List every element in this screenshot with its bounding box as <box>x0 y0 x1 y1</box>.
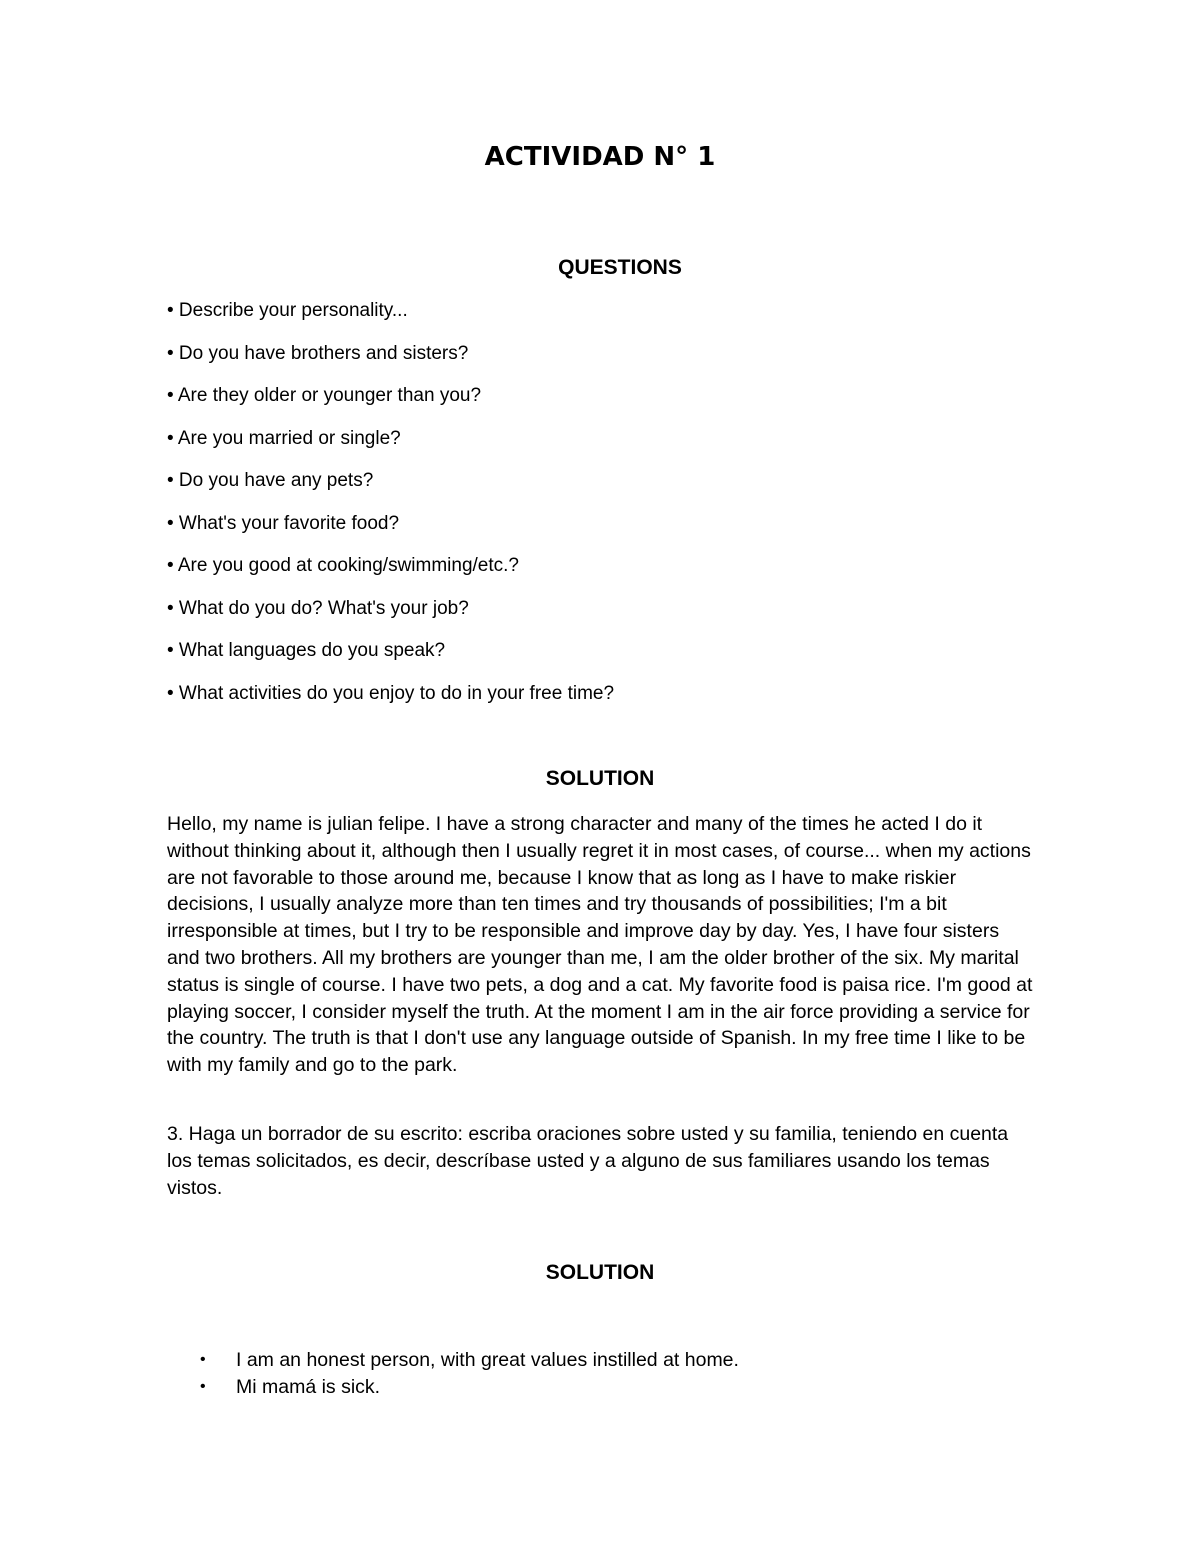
solution-heading-second: SOLUTION <box>545 1261 655 1284</box>
list-item <box>196 1374 739 1401</box>
bullet-icon: • <box>200 1377 206 1395</box>
solution-bullet-list <box>196 1347 739 1400</box>
question-item: • Do you have any pets? <box>167 470 374 491</box>
question-item: • Are they older or younger than you? <box>167 385 482 406</box>
questions-heading: QUESTIONS <box>558 256 682 279</box>
instruction-paragraph: 3. Haga un borrador de su escrito: escriba oraciones sobre usted y su familia, teniendo en cuenta los temas solicitados, es decir, descríbase usted y a alguno de sus familiares usando los temas vistos. <box>167 1123 1009 1199</box>
question-item: • Describe your personality... <box>167 300 408 321</box>
list-item-text: Mi mamá is sick. <box>236 1375 381 1398</box>
question-item: • Are you married or single? <box>167 427 401 449</box>
question-item: • What's your favorite food? <box>167 512 400 534</box>
solution-heading: SOLUTION <box>545 767 655 790</box>
question-item: • What languages do you speak? <box>167 640 446 661</box>
solution-paragraph: Hello, my name is julian felipe. I have a strong character and many of the times he acted I do it without thinking about it, although then I usually regret it in most cases, of course... when my actions are not favorable to those around me, because I know that as long as I have to make riskier decisions, I usually analyze more than ten times and try thousands of possibilities; I'm a bit irresponsible at times, but I try to be responsible and improve day by day. Yes, I have four sisters and two brothers. All my brothers are younger than me, I am the older brother of the six. My marital status is single of course. I have two pets, a dog and a cat. My favorite food is paisa rice. I'm good at playing soccer, I consider myself the truth. At the moment I am in the air force providing a service for the country. The truth is that I don't use any language outside of Spanish. In my free time I like to be with my family and go to the park. <box>167 813 1033 1077</box>
document-title: ACTIVIDAD N° 1 <box>484 142 716 172</box>
question-item: • What do you do? What's your job? <box>167 597 469 619</box>
list-item-text: I am an honest person, with great values instilled at home. <box>236 1349 739 1371</box>
question-item: • Are you good at cooking/swimming/etc.? <box>167 555 520 576</box>
question-item: • What activities do you enjoy to do in your free time? <box>167 682 615 704</box>
bullet-icon: • <box>200 1351 206 1368</box>
questions-list <box>167 299 614 724</box>
question-item: • Do you have brothers and sisters? <box>167 342 469 364</box>
list-item <box>196 1347 739 1374</box>
